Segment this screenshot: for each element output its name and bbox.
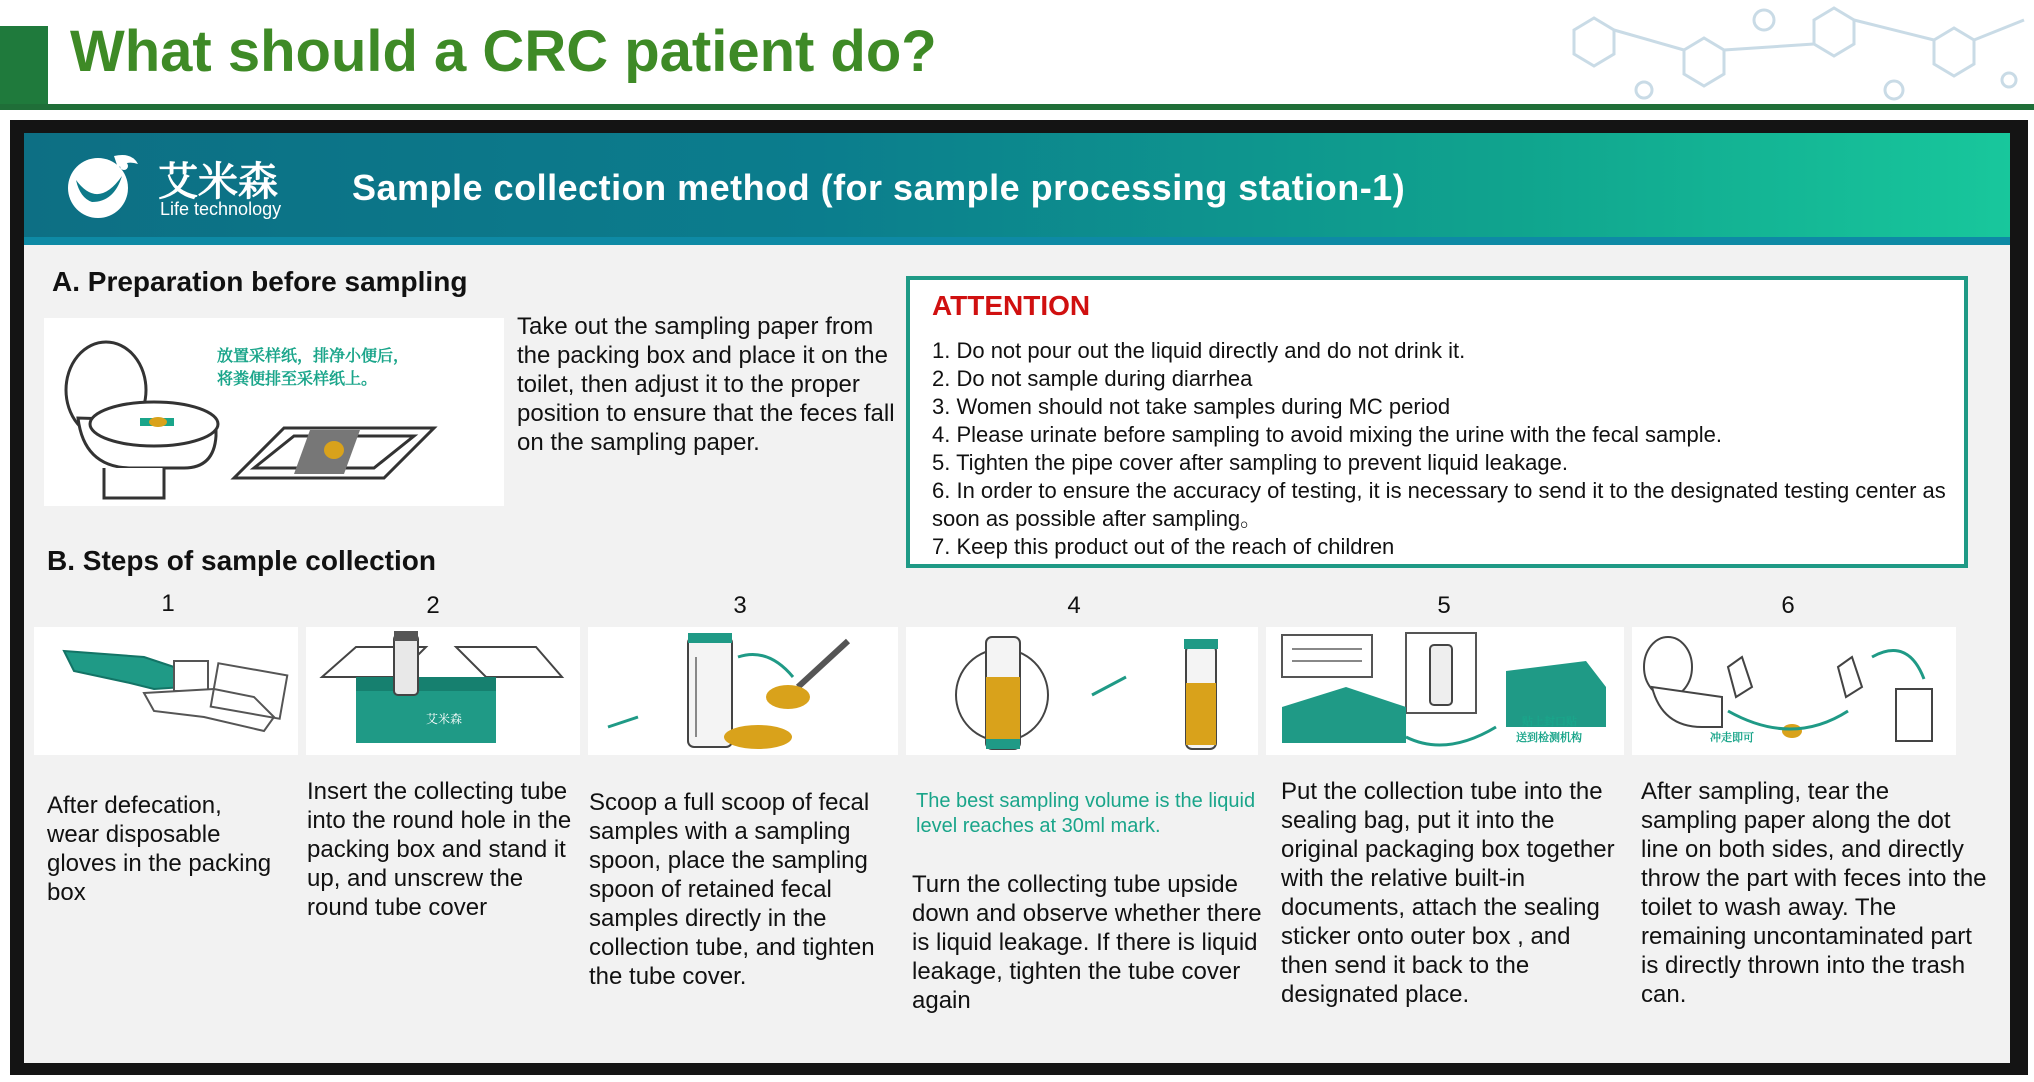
title-underline	[0, 104, 2034, 110]
attention-item: 7. Keep this product out of the reach of children	[932, 534, 1395, 559]
toilet-and-trash-icon	[1632, 627, 1956, 755]
attention-item: 6. In order to ensure the accuracy of testing, it is necessary to send it to the designated testing center as soon as possible after sampling。	[932, 478, 1946, 531]
title-accent-bar	[0, 26, 48, 108]
banner-title: Sample collection method (for sample processing station-1)	[352, 167, 1406, 208]
step-1-number: 1	[161, 590, 175, 617]
step-2-image	[306, 627, 580, 755]
packaging-icon	[1266, 627, 1624, 755]
brand-logo-icon	[62, 150, 142, 220]
step-5-label-1: 贴上封口贴	[1522, 716, 1577, 728]
step-1-image	[34, 627, 298, 755]
attention-item: 3. Women should not take samples during MC period	[932, 394, 1451, 419]
attention-title: ATTENTION	[932, 290, 1091, 321]
box-with-tube-icon	[306, 627, 580, 755]
prep-text: Take out the sampling paper from the packing box and place it on the toilet, then adjust it to the proper position to ensure that the feces fall on the sampling paper.	[517, 313, 895, 456]
step-6-image	[1632, 627, 1956, 755]
step-5-text: Put the collection tube into the sealing bag, put it into the original packaging box together with the relative built-in documents, attach the sealing sticker onto outer box , and then send it back to the designated place.	[1281, 778, 1615, 1008]
brand-name-cn: 艾米森	[158, 160, 278, 204]
slide-title: What should a CRC patient do?	[70, 19, 937, 84]
banner-stripe	[24, 237, 2010, 245]
step-3-number: 3	[733, 592, 747, 619]
attention-item: 4. Please urinate before sampling to avoid mixing the urine with the fecal sample.	[932, 422, 1722, 447]
attention-list	[932, 337, 1952, 561]
prep-caption	[217, 345, 409, 391]
step-4-text: Turn the collecting tube upside down and observe whether there is liquid leakage. If there is liquid leakage, tighten the tube cover again	[912, 871, 1262, 1014]
section-b-heading: B. Steps of sample collection	[47, 545, 436, 576]
step-6-number: 6	[1781, 592, 1795, 619]
step-4-tip: The best sampling volume is the liquid level reaches at 30ml mark.	[916, 790, 1256, 837]
step-5-label-2: 送到检测机构	[1516, 732, 1582, 744]
step-5-image	[1266, 627, 1624, 755]
step-3-image	[588, 627, 898, 755]
attention-item: 2. Do not sample during diarrhea	[932, 366, 1253, 391]
step-2-number: 2	[426, 592, 440, 619]
inverted-tube-icon	[906, 627, 1258, 755]
step-6-label: 冲走即可	[1710, 732, 1754, 744]
step-5-number: 5	[1437, 592, 1451, 619]
step-4-number: 4	[1067, 592, 1081, 619]
glove-icon	[34, 627, 298, 755]
molecule-decoration	[1514, 0, 2034, 104]
prep-caption-line2: 将粪便排至采样纸上。	[217, 371, 378, 388]
attention-item: 5. Tighten the pipe cover after sampling to prevent liquid leakage.	[932, 450, 1568, 475]
prep-caption-line1: 放置采样纸，排净小便后，	[217, 348, 410, 365]
step-4-image	[906, 627, 1258, 755]
step-6-text: After sampling, tear the sampling paper along the dot line on both sides, and directly throw the part with feces into the toilet to wash away. The remaining uncontaminated part is directly thrown into the trash can.	[1641, 778, 1987, 1008]
svg-text:艾米森: 艾米森	[426, 712, 463, 726]
step-1-text: After defecation, wear disposable gloves in the packing box	[47, 792, 272, 906]
section-a-heading: A. Preparation before sampling	[52, 266, 468, 297]
step-3-text: Scoop a full scoop of fecal samples with a sampling spoon, place the sampling spoon of retained fecal samples directly in the collection tube, and tighten the tube cover.	[589, 789, 875, 990]
step-2-text: Insert the collecting tube into the round hole in the packing box and stand it up, and unscrew the round tube cover	[307, 778, 572, 921]
attention-item: 1. Do not pour out the liquid directly and do not drink it.	[932, 338, 1466, 363]
tube-and-spoon-icon	[588, 627, 898, 755]
brand-name-en: Life technology	[160, 199, 282, 219]
prep-illustration	[44, 318, 504, 506]
